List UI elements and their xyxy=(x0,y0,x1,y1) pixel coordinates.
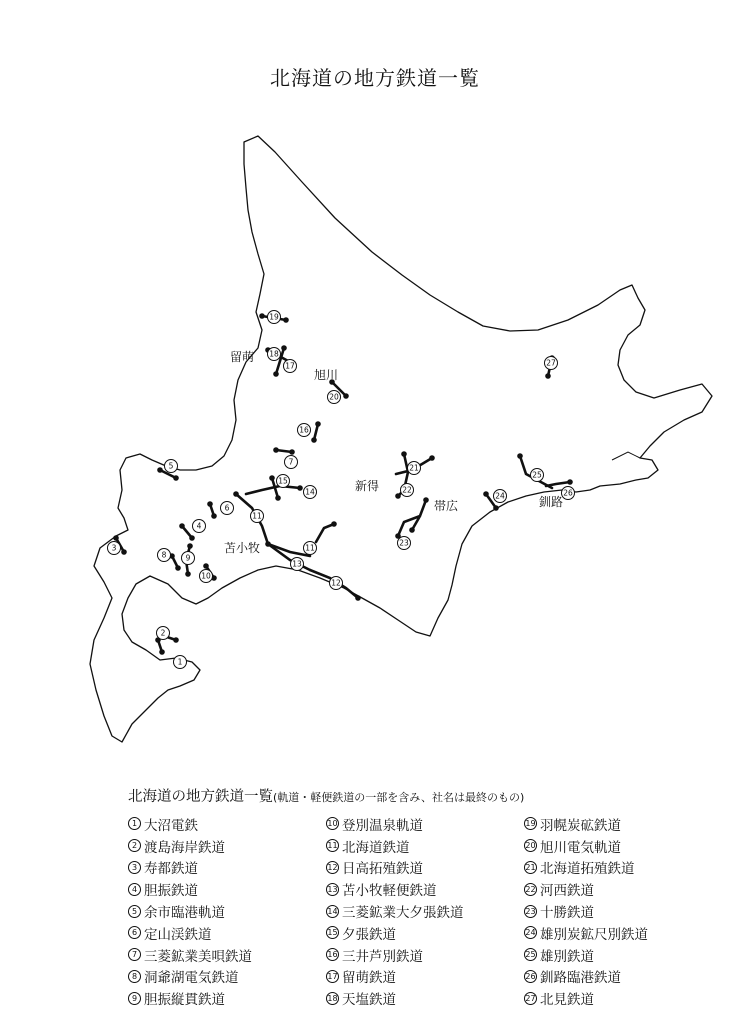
legend-number-badge: 19 xyxy=(525,819,536,829)
legend-item-name: 留萌鉄道 xyxy=(342,970,396,987)
svg-text:24: 24 xyxy=(495,491,505,501)
legend-number-badge: 25 xyxy=(525,950,536,960)
legend-number-badge: 27 xyxy=(525,993,536,1003)
svg-text:10: 10 xyxy=(201,571,211,581)
marker-21 xyxy=(408,462,421,475)
legend-number-badge: 10 xyxy=(327,819,338,829)
hokkaido-outline xyxy=(90,136,712,742)
legend-column-1 xyxy=(128,813,252,1009)
marker-14 xyxy=(304,486,317,499)
svg-text:9: 9 xyxy=(185,553,191,563)
marker-18 xyxy=(268,348,281,361)
svg-text:15: 15 xyxy=(278,476,288,486)
svg-text:26: 26 xyxy=(563,488,573,498)
marker-4 xyxy=(193,520,206,533)
legend-item-name: 胆振鉄道 xyxy=(144,883,198,900)
marker-9 xyxy=(182,552,195,565)
legend-item-name: 登別温泉軌道 xyxy=(342,817,423,834)
marker-20 xyxy=(328,391,341,404)
svg-text:11: 11 xyxy=(305,543,315,553)
legend-item-name: 三菱鉱業美唄鉄道 xyxy=(144,948,252,965)
legend-number-badge: 21 xyxy=(525,862,536,872)
legend-item xyxy=(524,966,648,988)
legend-item-name: 北見鉄道 xyxy=(540,992,594,1009)
marker-10 xyxy=(200,570,213,583)
legend-item xyxy=(524,922,648,944)
legend-item-name: 寿都鉄道 xyxy=(144,861,198,878)
legend-item-name: 北海道拓殖鉄道 xyxy=(540,861,635,878)
legend-item xyxy=(326,987,464,1009)
svg-text:17: 17 xyxy=(285,361,295,371)
svg-text:7: 7 xyxy=(288,457,294,467)
legend-item xyxy=(326,922,464,944)
legend-item xyxy=(326,878,464,900)
legend-item xyxy=(524,813,648,835)
marker-6 xyxy=(221,502,234,515)
marker-24 xyxy=(494,490,507,503)
legend-number-badge: 5 xyxy=(128,905,141,918)
legend-number-badge: 12 xyxy=(327,862,338,872)
marker-22 xyxy=(401,484,414,497)
svg-text:8: 8 xyxy=(161,550,167,560)
city-tomakomai: 苫小牧 xyxy=(224,541,261,555)
marker-7 xyxy=(285,456,298,469)
legend-item xyxy=(326,900,464,922)
legend-number-badge: 16 xyxy=(327,950,338,960)
legend-item xyxy=(524,878,648,900)
legend-number-badge: 11 xyxy=(327,841,338,851)
marker-25 xyxy=(531,469,544,482)
railway-lines xyxy=(113,313,573,655)
legend-title: 北海道の地方鉄道一覧 xyxy=(128,789,273,805)
legend-number-badge: 15 xyxy=(327,928,338,938)
marker-11b xyxy=(304,542,317,555)
legend-note: (軌道・軽便鉄道の一部を含み、社名は最終のもの) xyxy=(273,791,525,804)
legend-item-name: 河西鉄道 xyxy=(540,883,594,900)
legend-item xyxy=(524,944,648,966)
legend-number-badge: 20 xyxy=(525,841,536,851)
legend-number-badge: 22 xyxy=(525,884,536,894)
marker-26 xyxy=(562,487,575,500)
marker-17 xyxy=(284,360,297,373)
legend-item-name: 釧路臨港鉄道 xyxy=(540,970,621,987)
legend-column-2 xyxy=(326,813,464,1009)
legend-item-name: 大沼電鉄 xyxy=(144,817,198,834)
marker-15 xyxy=(277,475,290,488)
marker-1 xyxy=(174,656,187,669)
legend-number-badge: 6 xyxy=(128,926,141,939)
legend-item xyxy=(128,987,252,1009)
svg-text:1: 1 xyxy=(177,657,183,667)
svg-text:23: 23 xyxy=(399,538,409,548)
svg-text:21: 21 xyxy=(409,463,419,473)
legend-item-name: 雄別炭鉱尺別鉄道 xyxy=(540,926,648,943)
legend-item xyxy=(326,835,464,857)
legend-item xyxy=(128,922,252,944)
legend-item-name: 苫小牧軽便鉄道 xyxy=(342,883,437,900)
svg-text:25: 25 xyxy=(532,470,542,480)
legend-item-name: 十勝鉄道 xyxy=(540,905,594,922)
city-asahikawa: 旭川 xyxy=(314,368,339,382)
legend-item-name: 雄別鉄道 xyxy=(540,948,594,965)
svg-text:3: 3 xyxy=(111,543,117,553)
legend-item-name: 日高拓殖鉄道 xyxy=(342,861,423,878)
svg-text:20: 20 xyxy=(329,392,339,402)
legend-item xyxy=(128,966,252,988)
legend-number-badge: 26 xyxy=(525,971,536,981)
svg-text:22: 22 xyxy=(402,485,412,495)
legend-column-3 xyxy=(524,813,648,1009)
legend-number-badge: 14 xyxy=(327,906,338,916)
svg-text:5: 5 xyxy=(168,461,174,471)
svg-text:6: 6 xyxy=(224,503,230,513)
map-number-markers xyxy=(108,311,575,669)
legend-number-badge: 8 xyxy=(128,970,141,983)
legend-item-name: 三井芦別鉄道 xyxy=(342,948,423,965)
marker-27 xyxy=(545,357,558,370)
marker-5 xyxy=(165,460,178,473)
svg-text:16: 16 xyxy=(299,425,309,435)
legend-item-name: 羽幌炭砿鉄道 xyxy=(540,817,621,834)
legend-item-name: 天塩鉄道 xyxy=(342,992,396,1009)
legend-item xyxy=(128,813,252,835)
marker-2 xyxy=(157,627,170,640)
legend-item-name: 余市臨港軌道 xyxy=(144,905,225,922)
legend-item xyxy=(128,835,252,857)
marker-8 xyxy=(158,549,171,562)
legend-number-badge: 7 xyxy=(128,948,141,961)
legend-item xyxy=(524,857,648,879)
legend-item-name: 洞爺湖電気鉄道 xyxy=(144,970,239,987)
legend-number-badge: 17 xyxy=(327,971,338,981)
svg-text:13: 13 xyxy=(292,559,302,569)
marker-12 xyxy=(330,577,343,590)
legend-item-name: 渡島海岸鉄道 xyxy=(144,839,225,856)
svg-text:27: 27 xyxy=(546,358,556,368)
legend-item xyxy=(326,966,464,988)
legend-item xyxy=(326,857,464,879)
svg-text:4: 4 xyxy=(196,521,202,531)
page-title: 北海道の地方鉄道一覧 xyxy=(270,66,480,90)
legend-item xyxy=(326,813,464,835)
svg-text:18: 18 xyxy=(269,349,279,359)
legend-item-name: 三菱鉱業大夕張鉄道 xyxy=(342,905,464,922)
city-rumoi: 留萌 xyxy=(230,350,255,364)
legend-number-badge: 24 xyxy=(525,928,536,938)
legend-item xyxy=(128,944,252,966)
svg-text:19: 19 xyxy=(269,312,279,322)
city-shintoku: 新得 xyxy=(355,479,380,493)
city-kushiro: 釧路 xyxy=(539,495,564,509)
legend-item-name: 夕張鉄道 xyxy=(342,926,396,943)
marker-19 xyxy=(268,311,281,324)
marker-11a xyxy=(251,510,264,523)
legend-item xyxy=(524,987,648,1009)
svg-text:12: 12 xyxy=(331,578,341,588)
legend-item xyxy=(128,857,252,879)
legend-item-name: 北海道鉄道 xyxy=(342,839,410,856)
marker-16 xyxy=(298,424,311,437)
legend-number-badge: 23 xyxy=(525,906,536,916)
legend-heading xyxy=(128,785,524,806)
svg-text:2: 2 xyxy=(160,628,166,638)
svg-text:11: 11 xyxy=(252,511,262,521)
city-obihiro: 帯広 xyxy=(434,499,459,513)
legend-number-badge: 9 xyxy=(128,992,141,1005)
legend-item xyxy=(524,835,648,857)
legend-item xyxy=(326,944,464,966)
marker-13 xyxy=(291,558,304,571)
island-detail xyxy=(612,452,640,460)
svg-text:14: 14 xyxy=(305,487,315,497)
legend-item xyxy=(128,900,252,922)
legend-number-badge: 18 xyxy=(327,993,338,1003)
legend-item xyxy=(524,900,648,922)
marker-3 xyxy=(108,542,121,555)
legend-item-name: 旭川電気軌道 xyxy=(540,839,621,856)
marker-23 xyxy=(398,537,411,550)
legend-item-name: 胆振縦貫鉄道 xyxy=(144,992,225,1009)
legend-item xyxy=(128,878,252,900)
legend-number-badge: 4 xyxy=(128,883,141,896)
legend-number-badge: 1 xyxy=(128,817,141,830)
legend-number-badge: 2 xyxy=(128,839,141,852)
legend-number-badge: 13 xyxy=(327,884,338,894)
legend-number-badge: 3 xyxy=(128,861,141,874)
legend-item-name: 定山渓鉄道 xyxy=(144,926,212,943)
